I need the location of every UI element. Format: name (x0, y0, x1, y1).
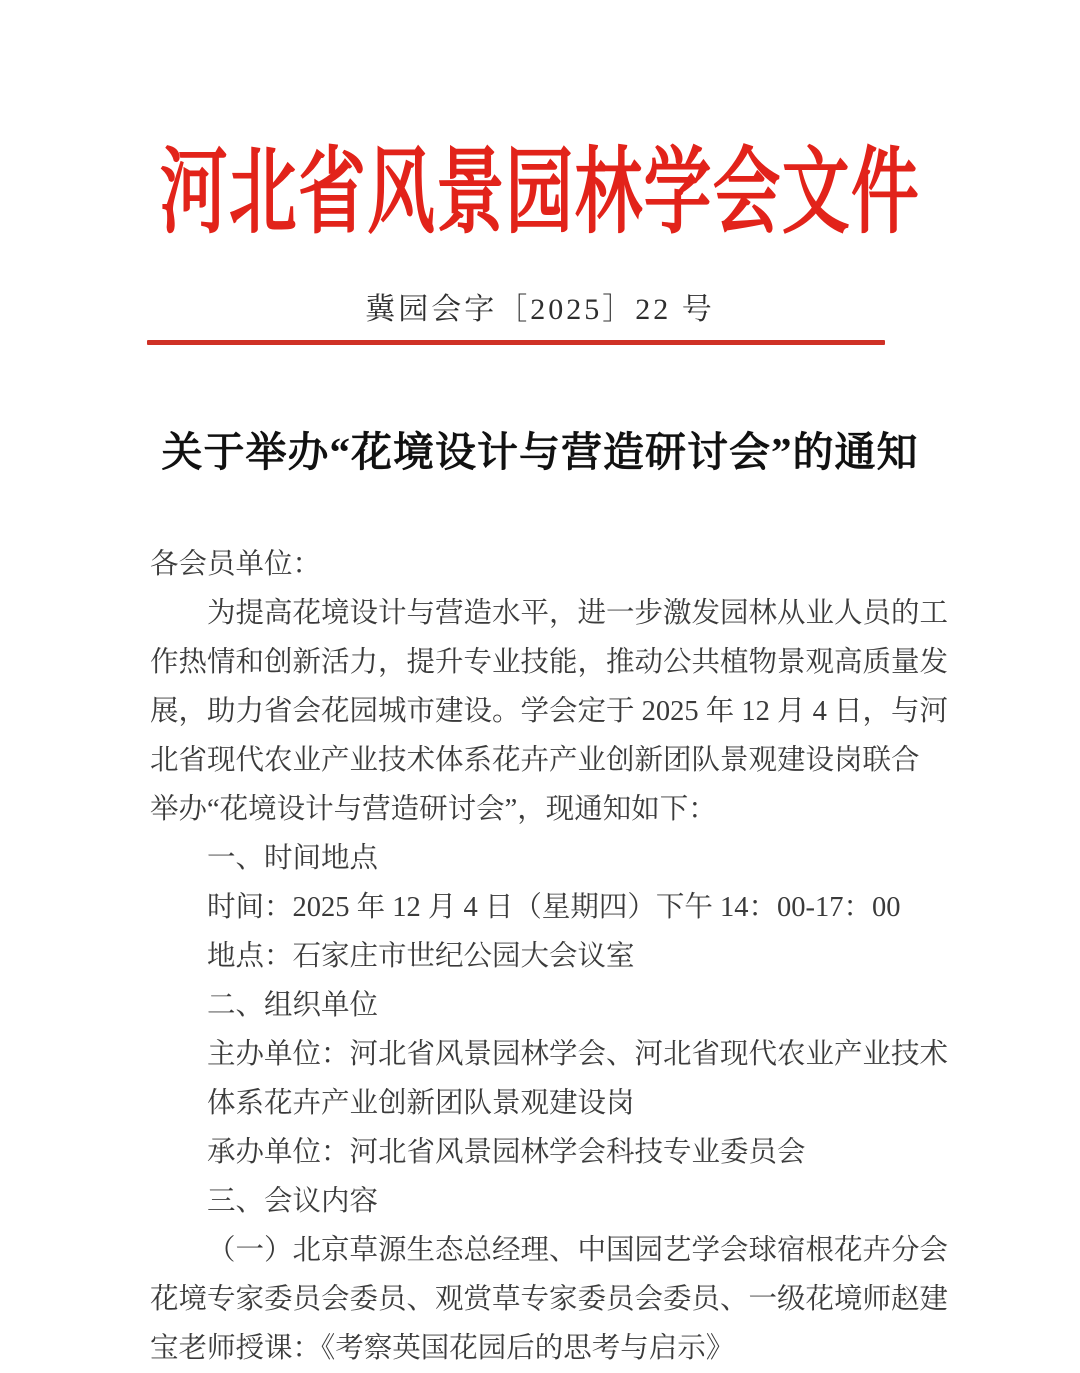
body-line: 宝老师授课：《考察英国花园后的思考与启示》 (150, 1333, 735, 1364)
body-line: 三、会议内容 (207, 1186, 379, 1217)
body-line: 承办单位：河北省风景园林学会科技专业委员会 (207, 1137, 806, 1168)
body-line: 地点：石家庄市世纪公园大会议室 (207, 941, 635, 972)
body-line: 主办单位：河北省风景园林学会、河北省现代农业产业技术 (207, 1039, 949, 1070)
body-line: 一、时间地点 (207, 843, 379, 874)
masthead (0, 0, 1080, 245)
body-line: 体系花卉产业创新团队景观建设岗 (207, 1088, 635, 1119)
masthead-title: 河北省风景园林学会文件 (159, 141, 921, 245)
body-line: 作热情和创新活力，提升专业技能，推动公共植物景观高质量发 (150, 647, 949, 678)
body-line: 时间：2025 年 12 月 4 日（星期四）下午 14：00-17：00 (207, 892, 901, 923)
body-line: 展，助力省会花园城市建设。学会定于 2025 年 12 月 4 日，与河 (150, 696, 949, 727)
notice-title: 关于举办“花境设计与营造研讨会”的通知 (161, 429, 919, 475)
document-number: 冀园会字［2025］22 号 (365, 293, 715, 326)
document-body (150, 540, 950, 1373)
red-divider-rule (147, 340, 885, 345)
body-line: 举办“花境设计与营造研讨会”，现通知如下： (150, 794, 717, 825)
body-line: 为提高花境设计与营造水平，进一步激发园林从业人员的工 (207, 598, 949, 629)
body-line: 花境专家委员会委员、观赏草专家委员会委员、一级花境师赵建 (150, 1284, 949, 1315)
body-line: 北省现代农业产业技术体系花卉产业创新团队景观建设岗联合 (150, 745, 920, 776)
body-line: 各会员单位： (150, 549, 322, 580)
body-line: （一）北京草源生态总经理、中国园艺学会球宿根花卉分会 (207, 1235, 949, 1266)
body-line: 二、组织单位 (207, 990, 379, 1021)
